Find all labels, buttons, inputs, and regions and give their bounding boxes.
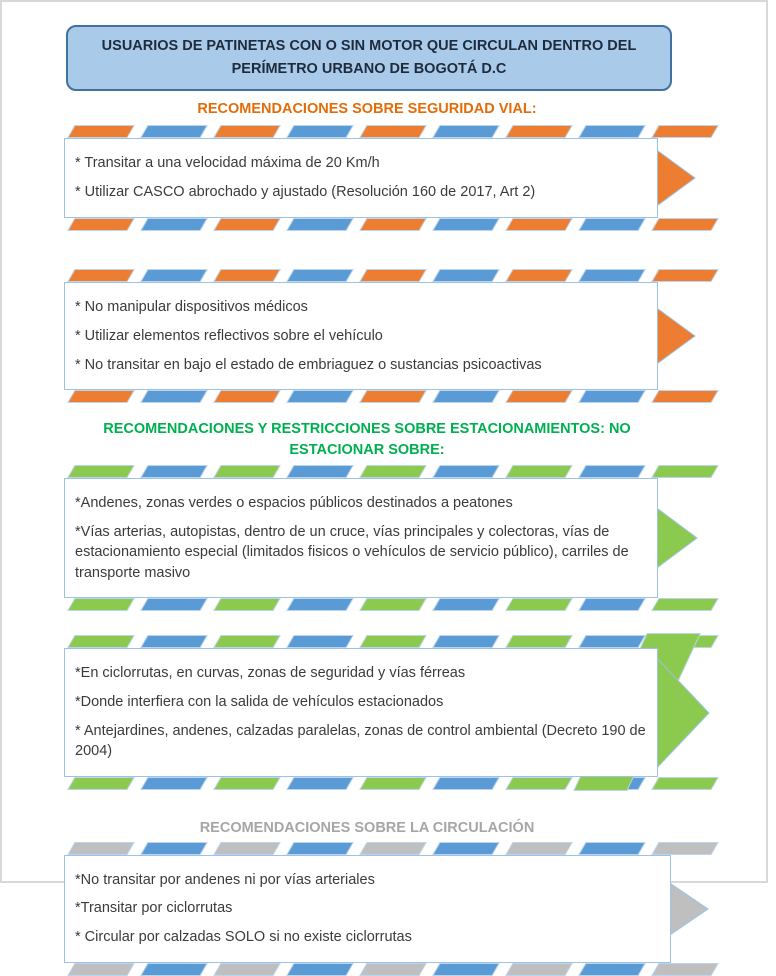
arrow-right-icon: [652, 653, 710, 773]
stripe-chevron: [359, 390, 427, 403]
banner-textbox: [64, 648, 658, 776]
stripe-chevron: [286, 269, 354, 282]
stripe-chevron: [286, 598, 354, 611]
stripe-chevron: [359, 598, 427, 611]
stripe-chevron: [432, 390, 500, 403]
stripe-chevron: [432, 125, 500, 138]
stripe-chevron: [505, 963, 573, 976]
stripe-chevron: [67, 125, 135, 138]
stripe-decoration-bottom: [64, 963, 661, 976]
stripe-chevron: [213, 269, 281, 282]
stripe-chevron: [651, 125, 719, 138]
stripe-chevron: [286, 125, 354, 138]
stripe-chevron: [140, 598, 208, 611]
stripe-chevron: [140, 465, 208, 478]
banner-textbox: [64, 855, 671, 963]
bullet-line: *No transitar por andenes ni por vías arteriales: [75, 871, 375, 888]
banner-parking-2: [64, 635, 776, 789]
stripe-chevron: [651, 842, 719, 855]
arrow-right-icon: [656, 149, 696, 207]
stripe-chevron: [140, 842, 208, 855]
stripe-chevron: [578, 218, 646, 231]
stripe-chevron: [359, 218, 427, 231]
stripe-decoration-top: [64, 635, 661, 648]
stripe-chevron: [140, 635, 208, 648]
stripe-chevron: [651, 598, 719, 611]
banner-circulation-1: [64, 842, 776, 976]
stripe-decoration-top: [64, 125, 661, 138]
bullet-line: *En ciclorrutas, en curvas, zonas de seguridad y vías férreas: [75, 665, 466, 682]
bullet-line: *Andenes, zonas verdes o espacios públicos destinados a peatones: [75, 495, 513, 512]
stripe-chevron: [578, 269, 646, 282]
banner-textbox: [64, 282, 658, 390]
stripe-chevron: [359, 125, 427, 138]
stripe-decoration-top: [64, 465, 661, 478]
stripe-chevron: [432, 842, 500, 855]
section-heading-safety: RECOMENDACIONES SOBRE SEGURIDAD VIAL:: [197, 101, 537, 118]
arrow-right-icon: [669, 882, 709, 936]
stripe-chevron: [140, 963, 208, 976]
stripe-decoration-bottom: [64, 598, 661, 611]
stripe-chevron: [213, 777, 281, 790]
stripe-chevron: [286, 218, 354, 231]
stripe-chevron: [140, 777, 208, 790]
stripe-chevron: [140, 390, 208, 403]
stripe-chevron: [140, 269, 208, 282]
bullet-line: *Transitar por ciclorrutas: [75, 900, 233, 917]
stripe-chevron: [213, 598, 281, 611]
stripe-chevron: [432, 777, 500, 790]
bullet-line: * Utilizar CASCO abrochado y ajustado (Resolución 160 de 2017, Art 2): [75, 183, 536, 200]
stripe-chevron: [505, 598, 573, 611]
stripe-chevron: [286, 963, 354, 976]
stripe-chevron: [67, 390, 135, 403]
stripe-chevron: [286, 777, 354, 790]
stripe-chevron: [67, 218, 135, 231]
bullet-line: * No manipular dispositivos médicos: [75, 299, 308, 316]
stripe-chevron: [651, 390, 719, 403]
stripe-chevron: [359, 842, 427, 855]
stripe-decoration-top: [64, 842, 661, 855]
section-heading-parking: [64, 419, 670, 461]
stripe-decoration-bottom: [64, 218, 661, 231]
stripe-chevron: [67, 598, 135, 611]
stripe-chevron: [286, 465, 354, 478]
stripe-chevron: [359, 963, 427, 976]
stripe-chevron: [578, 598, 646, 611]
stripe-chevron: [140, 218, 208, 231]
stripe-chevron: [432, 598, 500, 611]
stripe-chevron: [213, 842, 281, 855]
stripe-chevron: [67, 465, 135, 478]
banner-textbox: [64, 478, 658, 598]
stripe-chevron: [67, 842, 135, 855]
arrow-right-icon: [656, 307, 696, 365]
banner-safety-1: [64, 125, 776, 231]
arrow-right-icon: [656, 507, 698, 569]
stripe-chevron: [359, 465, 427, 478]
stripe-chevron: [578, 465, 646, 478]
bullet-line: * No transitar en bajo el estado de embriaguez o sustancias psicoactivas: [75, 356, 542, 373]
banner-textbox: [64, 138, 658, 218]
title-line: PERÍMETRO URBANO DE BOGOTÁ D.C: [231, 61, 507, 78]
stripe-chevron: [359, 777, 427, 790]
stripe-chevron: [213, 390, 281, 403]
stripe-chevron: [432, 465, 500, 478]
heading-line: RECOMENDACIONES Y RESTRICCIONES SOBRE ESTACIONAMIENTOS: NO: [103, 421, 631, 438]
title-banner: [66, 25, 672, 91]
stripe-chevron: [67, 635, 135, 648]
stripe-chevron: [651, 218, 719, 231]
stripe-chevron: [432, 269, 500, 282]
stripe-chevron: [578, 390, 646, 403]
stripe-chevron: [651, 269, 719, 282]
stripe-chevron: [578, 963, 646, 976]
bullet-line: * Antejardines, andenes, calzadas paralelas, zonas de control ambiental (Decreto 190 de 2004): [75, 722, 646, 760]
stripe-chevron: [505, 269, 573, 282]
banner-safety-2: [64, 269, 776, 403]
bullet-line: *Vías arterias, autopistas, dentro de un cruce, vías principales y colectoras, vías de estacionamiento especial (limitados fisicos o vehículos de servicio público), carriles de transporte masivo: [75, 523, 629, 581]
stripe-chevron: [213, 465, 281, 478]
stripe-chevron: [651, 465, 719, 478]
stripe-chevron: [213, 125, 281, 138]
stripe-chevron: [505, 390, 573, 403]
bullet-line: * Utilizar elementos reflectivos sobre el vehículo: [75, 327, 383, 344]
stripe-chevron: [140, 125, 208, 138]
stripe-decoration-bottom: [64, 777, 661, 790]
stripe-chevron: [578, 635, 646, 648]
stripe-chevron: [432, 218, 500, 231]
page-content: [2, 2, 766, 976]
stripe-chevron: [213, 635, 281, 648]
stripe-chevron: [578, 842, 646, 855]
stripe-chevron: [505, 635, 573, 648]
stripe-chevron: [67, 963, 135, 976]
stripe-chevron: [286, 635, 354, 648]
stripe-chevron: [505, 218, 573, 231]
stripe-chevron: [432, 635, 500, 648]
stripe-chevron: [651, 777, 719, 790]
stripe-chevron: [505, 125, 573, 138]
stripe-chevron: [286, 390, 354, 403]
bullet-line: *Donde interfiera con la salida de vehículos estacionados: [75, 694, 444, 711]
stripe-chevron: [359, 635, 427, 648]
stripe-decoration-bottom: [64, 390, 661, 403]
stripe-chevron: [505, 842, 573, 855]
stripe-chevron: [359, 269, 427, 282]
stripe-chevron: [505, 465, 573, 478]
bullet-line: * Circular por calzadas SOLO si no existe ciclorrutas: [75, 928, 412, 945]
heading-line: ESTACIONAR SOBRE:: [289, 442, 445, 459]
stripe-chevron: [213, 218, 281, 231]
stripe-decoration-top: [64, 269, 661, 282]
stripe-chevron: [505, 777, 573, 790]
stripe-chevron: [286, 842, 354, 855]
banner-parking-1: [64, 465, 776, 611]
bullet-line: * Transitar a una velocidad máxima de 20 Km/h: [75, 155, 380, 172]
stripe-chevron: [432, 963, 500, 976]
title-line: USUARIOS DE PATINETAS CON O SIN MOTOR QUE CIRCULAN DENTRO DEL: [101, 38, 637, 54]
section-heading-circulation: RECOMENDACIONES SOBRE LA CIRCULACIÓN: [199, 819, 535, 836]
stripe-chevron: [213, 963, 281, 976]
stripe-chevron: [578, 125, 646, 138]
stripe-chevron: [67, 777, 135, 790]
stripe-chevron: [651, 963, 719, 976]
stripe-chevron: [67, 269, 135, 282]
